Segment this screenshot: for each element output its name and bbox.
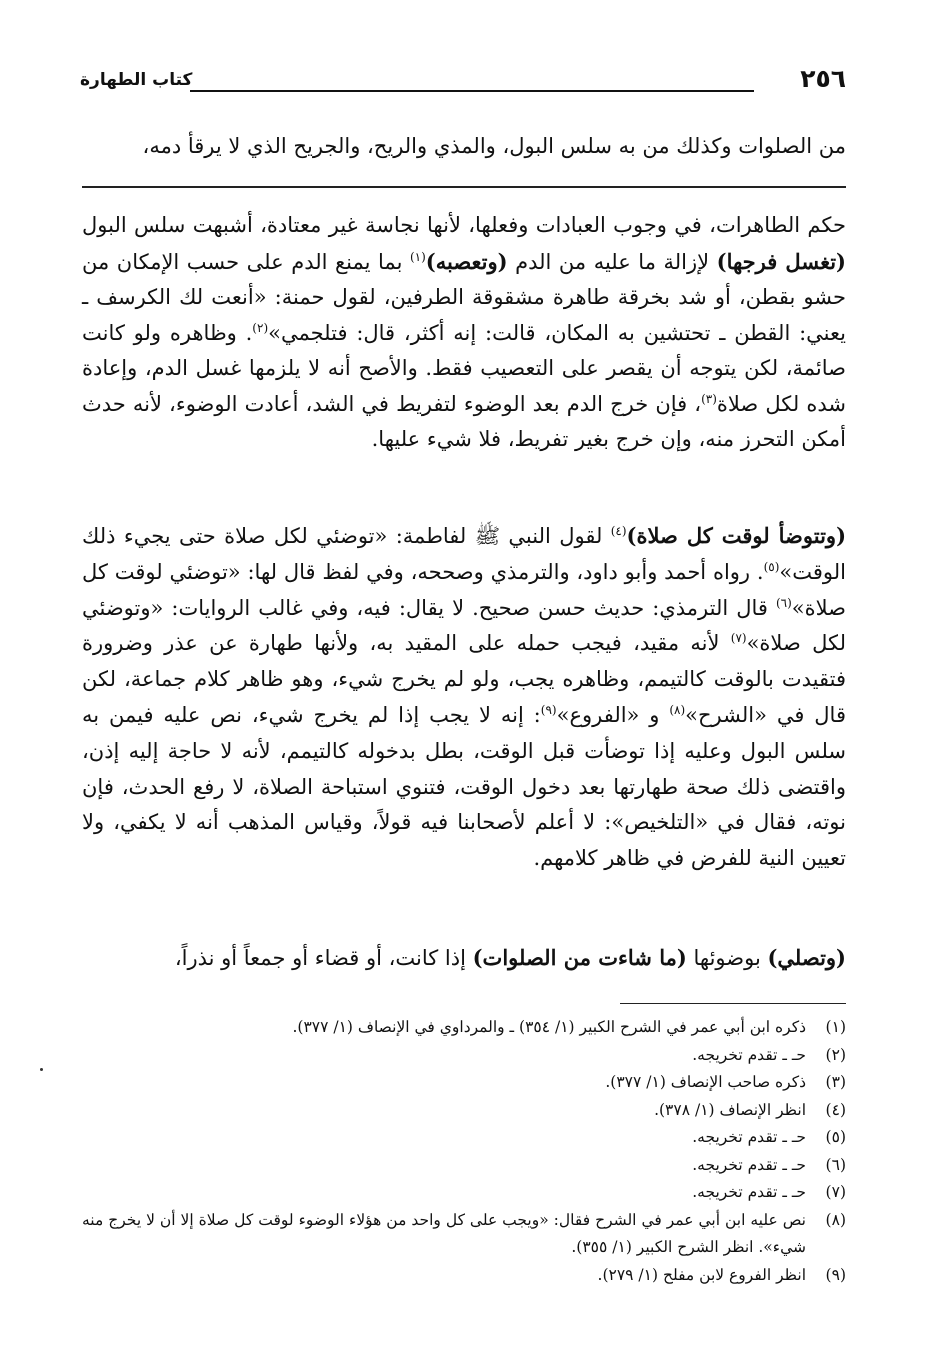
footnote-ref[interactable]: (٢) (252, 320, 269, 335)
matn-phrase: (وتصلي) (767, 945, 846, 970)
footnote-ref[interactable]: (٤) (610, 524, 627, 538)
page-header (80, 62, 846, 98)
matn-phrase: (تغسل فرجها) (716, 248, 846, 274)
text-run: لإزالة ما عليه من الدم (507, 249, 717, 274)
text-run: إذا كانت، أو قضاء أو جمعاً أو نذراً، (174, 946, 473, 970)
footnote-number: (٦) (825, 1155, 846, 1174)
footnote-text: انظر الفروع لابن مفلح (١/ ٢٧٩). (597, 1265, 806, 1284)
footnote (82, 1179, 846, 1207)
paragraph-1 (82, 208, 846, 458)
text-run: و «الفروع» (556, 702, 670, 727)
paragraph-2 (82, 518, 846, 877)
footnote-ref[interactable]: (٩) (540, 702, 557, 717)
footnote (82, 1069, 846, 1097)
footnote-number: (١) (825, 1018, 846, 1036)
text-run: . رواه أحمد وأبو داود، والترمذي وصححه، وفي لفظ قال لها: «توضئي لوقت كل صلاة» (82, 559, 846, 620)
footnote-text: حـ ـ تقدم تخريجه. (692, 1183, 806, 1201)
book-title: كتاب الطهارة (80, 70, 193, 90)
footnote-text: ذكره صاحب الإنصاف (١/ ٣٧٧). (605, 1073, 806, 1091)
footnote-text: حـ ـ تقدم تخريجه. (692, 1155, 806, 1174)
footnote-text: نص عليه ابن أبي عمر في الشرح فقال: «ويجب على كل واحد من هؤلاء الوضوء لوقت كل صلاة إلا أن لا يخرج منه شيء». انظر الشرح الكبير (١/ ٣٥٥). (82, 1210, 806, 1256)
text-run: . وظاهره ولو كانت صائمة، لكن يتوجه أن يقصر على التعصيب فقط. والأصح أنه لا يلزمها غسل الدم، وإعادة شده لكل صلاة (82, 320, 846, 416)
matn-phrase: (وتتوضأ لوقت كل صلاة) (626, 523, 846, 548)
footnote-ref[interactable]: (٦) (775, 595, 792, 610)
scan-speck (40, 1068, 43, 1071)
continuation-text: من الصلوات وكذلك من به سلس البول، والمذي والريح، والجريح الذي لا يرقأ دمه، (142, 134, 846, 158)
header-rule (190, 90, 754, 92)
matn-phrase: (ما شاءت من الصلوات) (472, 945, 687, 970)
footnote-ref[interactable]: (٧) (730, 631, 747, 646)
text-run: حكم الطاهرات، في وجوب العبادات وفعلها، لأنها نجاسة غير معتادة، أشبهت سلس البول (82, 213, 846, 237)
footnote (82, 1097, 846, 1125)
footnote (82, 1014, 846, 1042)
footnote-text: انظر الإنصاف (١/ ٣٧٨). (654, 1100, 806, 1119)
footnote-ref[interactable]: (١) (409, 249, 426, 264)
footnote-ref[interactable]: (٥) (763, 559, 780, 574)
footnote (82, 1124, 846, 1152)
footnote-number: (٨) (825, 1210, 846, 1229)
footnote (82, 1152, 846, 1180)
footnotes-section (82, 1014, 846, 1289)
text-run: بوضوئها (686, 946, 768, 970)
text-run: لأنه مقيد، فيجب حمله على المقيد به، ولأنها طهارة عن عذر وضرورة فتقيدت بالوقت كالتيمم، وظاهره يجب، ولو لم يخرج شيء، وهو ظاهر كلام جماعة، لكن قال في «الشرح» (82, 631, 846, 727)
text-run: قال الترمذي: حديث حسن صحيح. لا يقال: فيه، وفي غالب الروايات: «وتوضئي لكل صلاة» (82, 595, 846, 656)
page-number: ٢٥٦ (800, 64, 846, 93)
text-run: لقول النبي ﷺ لفاطمة: «توضئي لكل صلاة حتى يجيء ذلك الوقت» (82, 524, 846, 584)
matn-phrase: (وتعصبه) (425, 248, 508, 274)
footnote-number: (٣) (825, 1073, 846, 1091)
matn-sharh-divider (82, 186, 846, 188)
footnote-number: (٥) (825, 1128, 846, 1146)
footnote-number: (٤) (825, 1100, 846, 1119)
footnote-ref[interactable]: (٨) (669, 702, 686, 717)
footnote (82, 1042, 846, 1070)
footnote-text: ذكره ابن أبي عمر في الشرح الكبير (١/ ٣٥٤) ـ والمرداوي في الإنصاف (١/ ٣٧٧). (292, 1018, 806, 1036)
continuation-line (82, 128, 846, 164)
text-run: بما يمنع الدم على حسب الإمكان من حشو بقطن، أو شد بخرقة طاهرة مشقوقة الطرفين، لقول حمنة: «أنعت لك الكرسف ـ يعني: القطن ـ تحتشين به المكان، قالت: إنه أكثر، قال: فتلجمي» (82, 249, 846, 345)
footnote-number: (٧) (825, 1183, 846, 1201)
footnote-text: حـ ـ تقدم تخريجه. (692, 1045, 806, 1064)
text-run: : إنه لا يجب إذا لم يخرج شيء، نص عليه فيمن به سلس البول وعليه إذا توضأت قبل الوقت، بطل بدخوله كالتيمم، لأنه لا حاجة إليه إذن، واقتضى ذلك صحة طهارتها بعد دخول الوقت، فتنوي استباحة الصلاة، لا رفع الحدث، فإن نوته، فقال في «التلخيص»: لا أعلم لأصحابنا فيه قولاً، وقياس المذهب أنه لا يكفي، ولا تعيين النية للفرض في ظاهر كلامهم. (82, 702, 847, 871)
footnote (82, 1262, 846, 1290)
footnote-number: (٩) (825, 1265, 846, 1284)
footnote-text: حـ ـ تقدم تخريجه. (692, 1128, 806, 1146)
footnote (82, 1207, 846, 1262)
text-run: ، فإن خرج الدم بعد الوضوء لتفريط في الشد، أعادت الوضوء، لأنه حدث أمكن التحرز منه، وإن خرج بغير تفريط، فلا شيء عليها. (82, 391, 846, 451)
footnote-ref[interactable]: (٣) (701, 391, 717, 406)
paragraph-3 (82, 940, 846, 976)
footnote-divider (620, 1003, 846, 1004)
footnote-number: (٢) (825, 1045, 846, 1064)
